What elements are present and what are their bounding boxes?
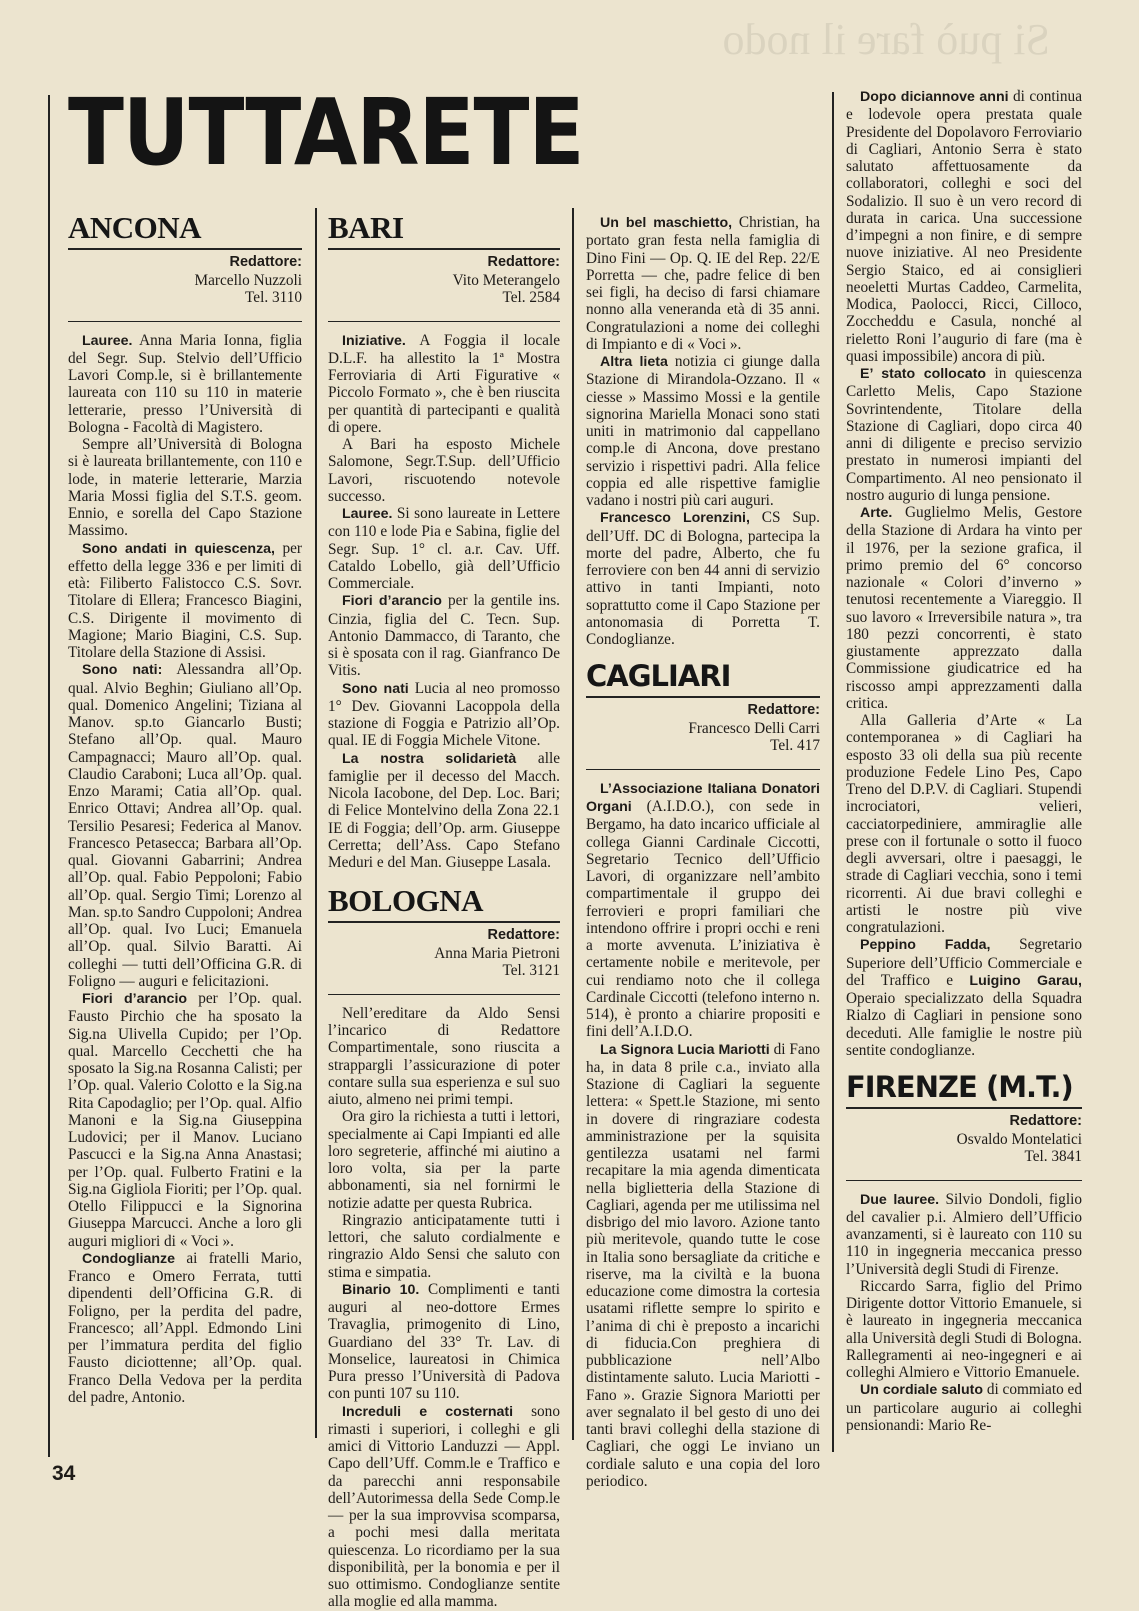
paragraph [68, 990, 302, 1250]
paragraph [846, 1381, 1082, 1434]
paragraph-text: per l’Op. qual. Fausto Pirchio che ha sposato la Sig.na Ulivella Cupido; per l’Op. qual. Marcello Cecchetti che ha sposato la Sig.na Rosanna Calisti; per l’Op. qual. Valerio Colotto e la Sig.na Rita Capodaglio; per l’Op. qual. Alfio Manoni e la Sig.na Giuseppina Ludovici; per il Manov. Luciano Pascucci e la Sig.na Anna Anastasi; per l’Op. qual. Fulberto Fratini e la Sig.na Gigliola Fioriti; per l’Op. qual. Otello Filippucci e la Signorina Giuseppa Marcucci. Anche a loro gli auguri migliori di « Voci ». [68, 990, 302, 1250]
paragraph-text: di continua e lodevole opera prestata quale Presidente del Dopolavoro Ferroviario di Cagliari, Antonio Serra è stato salutato affettuosamente da collaboratori, colleghi e soci del Sodalizio. Il suo è un vero record di durata in carica. Una successione d’impegni a non finire, e di sempre nuove iniziative. Al neo Presidente Sergio Staico, ed ai consiglieri neoeletti Murtas Caddeo, Carmelita, Modica, Paolocci, Ricci, Cilloco, Zoccheddu e Casula, nonché al rieletto Roni l’augurio di fare (ma è quasi impossibile) ancora di più. [846, 88, 1082, 365]
paragraph-text: notizia ci giunge dalla Stazione di Mirandola-Ozzano. Il « ciesse » Massimo Mossi e la gentile signorina Mariella Monaci sono stati uniti in matrimonio dal cappellano comp.le di Ancona, dove prestano servizio i rispettivi padri. Alla felice coppia ed alle rispettive famiglie vadano i nostri più cari auguri. [586, 353, 820, 509]
paragraph-lead: Altra lieta [600, 354, 668, 370]
paragraph-text: Complimenti e tanti auguri al neo-dottore Ermes Travaglia, primogenito di Lino, Guardiano del 33° Tr. Lav. di Monselice, laureatosi in Chimica Pura presso l’Università di Padova con punti 107 su 110. [328, 1280, 560, 1403]
paragraph-lead: Francesco Lorenzini, [600, 510, 750, 527]
section-rule [68, 248, 302, 250]
paragraph-lead: Fiori d’arancio [82, 991, 188, 1007]
paragraph [586, 1041, 820, 1491]
section-title-firenze: FIRENZE (M.T.) [846, 1070, 1073, 1104]
paragraph-text: Si sono laureate in Lettere con 110 e lode Pia e Sabina, figlie del Segr. Sup. 1° cl. a.r. Cav. Uff. Cataldo Lobello, già dell’Ufficio Commerciale. [328, 505, 560, 592]
paragraph-lead: Sono nati: [82, 662, 163, 679]
section-rule [328, 921, 560, 923]
masthead-title: TUTTARETE [68, 80, 584, 187]
paragraph-lead: Condoglianze [82, 1250, 176, 1267]
editor-label: Redattore: [747, 702, 820, 719]
page-number: 34 [52, 1462, 76, 1485]
paragraph [328, 680, 560, 750]
paragraph-lead: Arte. [860, 505, 893, 521]
editor-tel: Tel. 2584 [502, 289, 560, 306]
paragraph [586, 780, 820, 1041]
paragraph-lead: L’Associazione Italiana Donatori Organi [586, 780, 820, 815]
paragraph-lead: Increduli e costernati [342, 1403, 514, 1420]
section-title-ancona: ANCONA [68, 210, 202, 245]
paragraph: Alla Galleria d’Arte « La contemporanea » di Cagliari ha esposto 33 oli della sua più recente produzione Fedele Lino Pes, Capo Treno del D.P.V. di Cagliari. Stupendi incrociatori, velieri, cacciatorpediniere, ammiraglie alle prese con il fortunale o sotto il fuoco degli avversari, oltre i paesaggi, le strade di Cagliari vecchia, sono i temi ricorrenti. Ai due bravi colleghi e artisti le nostre più vive congratulazioni. [846, 712, 1082, 936]
paragraph-text: per effetto della legge 336 e per limiti di età: Filiberto Falistocco C.S. Sovr. Titolare di Ellera; Francesco Biagini, C.S. Dirigente il movimento di Magione; Mario Biagini, C.S. Sup. Titolare della Stazione di Assisi. [68, 539, 303, 661]
paragraph-text: (A.I.D.O.), con sede in Bergamo, ha dato incarico ufficiale al collega Gianni Cardinale Ciccotti, Segretario Tecnico dell’Ufficio Lavori, di organizzare nell’ambito compartimentale il gruppo dei ferrovieri e propri familiari che intendono offrire i propri occhi e reni a morte avvenuta. L’iniziativa è certamente nobile e meritevole, per cui rendiamo noto che il collega Cardinale Ciccotti (telefono interno n. 514), è pronto a chiarire propositi e fini dell’A.I.D.O. [586, 798, 820, 1041]
paragraph-text: A Foggia il locale D.L.F. ha allestito la 1ª Mostra Ferroviaria di Arti Figurative « Piccolo Formato », che è ben riuscita per quantità di partecipanti e qualità di opere. [328, 331, 560, 436]
paragraph-text: in quiescenza Carletto Melis, Capo Stazione Sovrintendente, Titolare della Stazione di Cagliari, dopo circa 40 anni di diligente e preciso servizio prestato in numerosi impianti del Compartimento. Al neo pensionato il nostro augurio di lunga pensione. [846, 365, 1082, 504]
paragraph-text: Lucia al neo promosso 1° Dev. Giovanni Lacoppola della stazione di Foggia e Patrizio all’Op. qual. IE di Foggia Michele Vitone. [328, 679, 560, 750]
editor-tel: Tel. 417 [770, 737, 820, 755]
paragraph: Ora giro la richiesta a tutti i lettori, specialmente ai Capi Impianti ed alle loro segreterie, affinché mi aiutino a loro volta, sia per la parte abbonamenti, sia nel fornirmi le notizie adatte per questa Rubrica. [328, 1108, 560, 1212]
paragraph-lead: E’ stato collocato [860, 366, 987, 382]
separator-rule [328, 994, 560, 995]
paragraph-text: Guglielmo Melis, Gestore della Stazione di Ardara ha vinto per il 1976, per la sezione grafica, il primo premio del 6° concorso nazionale « Colori d’inverno » tenutosi recentemente a Viareggio. Il suo lavoro « Irreversibile natura », tra 180 pezzi concorrenti, è stato giustamente apprezzato dalla Commissione giudicatrice ed ha riscosso ampi apprezzamenti dalla critica. [846, 504, 1082, 712]
column-rule-left [48, 95, 50, 1457]
paragraph-lead: Un bel maschietto, [600, 215, 733, 231]
paragraph-text: di commiato ed un particolare augurio ai colleghi pensionandi: Mario Re- [846, 1381, 1083, 1434]
section-rule [586, 696, 820, 698]
editor-block [68, 253, 302, 307]
paragraph-text: sono rimasti i superiori, i colleghi e gli amici di Vittorio Landuzzi — Appl. Capo dell’Uff. Comm.le e Traffico e da parecchi anni responsabile dell’Autorimessa della Sede Comp.le — per la sua improvvisa scomparsa, a pochi mesi dalla meritata quiescenza. Lo ricordiamo per la sua disponibilità, per la bonomia e per il suo ottimismo. Condoglianze sentite alla moglie ed alla mamma. [328, 1402, 560, 1611]
column-rule-1 [315, 208, 317, 1438]
paragraph [846, 365, 1082, 504]
paragraph-text: Segretario Superiore dell’Ufficio Commerciale e del Traffico e [846, 936, 1082, 989]
paragraph-text: alle famiglie per il decesso del Macch. Nicola Iacobone, del Dep. Loc. Bari; di Felice Montelvino della Zona 22.1 IE di Foggia; dell’Op. arm. Giuseppe Cerretta; dell’Ass. Capo Stefano Meduri e del Man. Giuseppe Lasala. [328, 749, 561, 871]
paragraph-lead: Sono andati in quiescenza, [82, 540, 276, 557]
paragraph-lead: Due lauree. [860, 1191, 940, 1208]
section-rule [846, 1107, 1082, 1109]
paragraph-lead: La nostra solidarietà [342, 750, 517, 767]
paragraph-text: per la gentile ins. Cinzia, figlia del C. Tecn. Sup. Antonio Dammacco, di Taranto, che si è sposata con il rag. Gianfranco De Vitis. [328, 592, 560, 680]
editor-name: Vito Meterangelo [452, 271, 560, 289]
paragraph-text: Silvio Dondoli, figlio del cavalier p.i. Almiero dell’Ufficio avanzamenti, si è laureato con 110 su 110 in ingegneria meccanica presso l’Università degli Studi di Firenze. [846, 1190, 1082, 1278]
paragraph [846, 936, 1082, 1059]
separator-rule [846, 1180, 1082, 1181]
paragraph [68, 540, 302, 662]
paragraph [846, 504, 1082, 712]
paragraph-lead: Lauree. [342, 506, 393, 522]
paragraph-text: di Fano ha, in data 8 prile c.a., inviato alla Stazione di Cagliari la seguente lettera: « Spett.le Stazione, mi sento in dovere di ringraziare codesta amministrazione per la squisita gentilezza usatami nel farmi recapitare la mia agenda dimenticata nella biglietteria della Stazione di Cagliari, agenda per me utilissima nel disbrigo del mio lavoro. Azione tanto più meritevole, quando tutte le cose in Italia sono bersagliate da critiche e riserve, ma la civiltà e la buona educazione come dimostra la cortesia usatami riflette sempre lo spirito e l’anima di chi è preposto a incarichi di fiducia.Con preghiera di pubblicazione nell’Albo distintamente saluto. Lucia Mariotti - Fano ». Grazie Signora Mariotti per aver segnalato il bel gesto di uno dei tanti bravi colleghi della stazione di Cagliari, che oggi Le inviano un cordiale saluto e una copia del loro periodico. [586, 1040, 821, 1490]
column-bologna-cagliari [586, 214, 820, 1490]
section-title-cagliari: CAGLIARI [586, 659, 731, 694]
paragraph [328, 750, 560, 872]
paragraph: Nell’ereditare da Aldo Sensi l’incarico di Redattore Compartimentale, sono riuscita a strappargli l’assicurazione di poter contare sulla sua esperienza e sul suo aiuto, almeno nei primi tempi. [328, 1004, 560, 1108]
paragraph-lead: La Signora Lucia Mariotti [600, 1041, 770, 1058]
separator-rule [328, 321, 560, 322]
paragraph [68, 661, 302, 990]
editor-label: Redattore: [487, 927, 560, 944]
paragraph-lead: Peppino Fadda, [860, 937, 991, 954]
editor-block [846, 1112, 1082, 1166]
column-bari-bologna [328, 212, 560, 1611]
paragraph-text: Operaio specializzato della Squadra Rialzo di Cagliari in pensione sono deceduti. Alle famiglie le nostre più sentite condoglianze. [846, 990, 1082, 1059]
section-title-bologna: BOLOGNA [328, 883, 483, 919]
editor-label: Redattore: [1009, 1113, 1082, 1129]
editor-name: Anna Maria Pietroni [434, 944, 560, 962]
paragraph-lead: Sono nati [342, 680, 409, 697]
ghost-bleed-through: Si può fare il nodo [722, 15, 1050, 64]
column-cagliari-firenze [846, 88, 1082, 1434]
editor-tel: Tel. 3841 [1024, 1148, 1082, 1165]
paragraph [586, 509, 820, 648]
paragraph-lead: Luigino Garau, [969, 972, 1082, 989]
paragraph [328, 332, 560, 437]
editor-block [586, 701, 820, 755]
separator-rule [68, 321, 302, 322]
paragraph-lead: Binario 10. [342, 1281, 420, 1298]
editor-block [328, 253, 560, 307]
paragraph: Riccardo Sarra, figlio del Primo Dirigente dottor Vittorio Emanuele, si è laureato in ingegneria meccanica alla Università degli Studi di Bologna. Rallegramenti ai neo-ingegneri e ai colleghi Almiero e Vittorio Emanuele. [846, 1277, 1082, 1381]
paragraph-text: ai fratelli Mario, Franco e Omero Ferrata, tutti dipendenti dell’Officina G.R. di Foligno, per la perdita del padre, Francesco; all’Appl. Edmondo Lini per l’immatura perdita del figlio Fausto diciottenne; all’Op. qual. Franco Della Vedova per la perdita del padre, Antonio. [68, 1249, 302, 1406]
paragraph [586, 214, 820, 353]
column-rule-3 [832, 92, 834, 1452]
paragraph [68, 332, 302, 437]
paragraph [846, 1191, 1082, 1278]
paragraph-text: Alessandra all’Op. qual. Alvio Beghin; Giuliano all’Op. qual. Domenico Angelini; Tiziana al Manov. sp.to Giancarlo Busti; Stefano all’Op. qual. Mauro Campagnacci; Mauro all’Op. qual. Claudio Caraboni; Luca all’Op. qual. Enzo Marami; Catia all’Op. qual. Enrico Ottavi; Andrea all’Op. qual. Tersilio Pesaresi; Federica al Manov. Francesco Petasecca; Barbara all’Op. qual. Giovanni Gabarrini; Andrea all’Op. qual. Fabio Peppoloni; Fabio all’Op. qual. Sergio Timi; Lorenzo al Man. sp.to Sandro Cuppoloni; Andrea all’Op. qual. Ivo Luci; Emanuela all’Op. qual. Silvio Baratti. Ai colleghi — tutti dell’Officina G.R. di Foligno — auguri e felicitazioni. [68, 661, 302, 990]
editor-block [328, 926, 560, 980]
paragraph-lead: Un cordiale saluto [860, 1382, 983, 1399]
paragraph [328, 592, 560, 679]
paragraph-lead: Iniziative. [342, 332, 406, 349]
paragraph-lead: Dopo diciannove anni [860, 89, 1009, 105]
paragraph [328, 505, 560, 592]
paragraph-lead: Fiori d’arancio [342, 593, 442, 610]
section-rule [328, 248, 560, 250]
paragraph [328, 1403, 560, 1611]
paragraph: Sempre all’Università di Bologna si è laureata brillantemente, con 110 e lode, in materie letterarie, Marzia Maria Mossi figlia del S.T.S. geom. Ennio, e sorella del Capo Stazione Massimo. [68, 436, 302, 540]
editor-name: Marcello Nuzzoli [194, 271, 302, 289]
editor-name: Francesco Delli Carri [688, 719, 820, 737]
editor-name: Osvaldo Montelatici [956, 1130, 1082, 1148]
paragraph: Ringrazio anticipatamente tutti i lettori, che saluto cordialmente e ringrazio Aldo Sensi che saluto con stima e simpatia. [328, 1211, 560, 1281]
editor-tel: Tel. 3110 [245, 289, 302, 306]
paragraph [586, 353, 820, 509]
paragraph [328, 1281, 560, 1403]
editor-label: Redattore: [487, 254, 560, 270]
editor-label: Redattore: [229, 254, 302, 270]
paragraph-text: Anna Maria Ionna, figlia del Segr. Sup. Stelvio dell’Ufficio Lavori Comp.le, si è brillantemente laureata con 110 su 110 in materie letterarie, presso l’Università di Bologna - Facoltà di Magistero. [68, 331, 302, 436]
editor-tel: Tel. 3121 [502, 962, 560, 980]
paragraph [68, 1250, 302, 1406]
section-title-bari: BARI [328, 210, 404, 245]
paragraph-lead: Lauree. [82, 332, 133, 349]
paragraph-text: CS Sup. dell’Uff. DC di Bologna, partecipa la morte del padre, Alberto, che fu ferroviere con ben 44 anni di servizio attivo in tanti Impianti, noto soprattutto come il Capo Stazione per antonomasia di Porretta T. Condoglianze. [586, 509, 820, 648]
separator-rule [586, 769, 820, 770]
paragraph: A Bari ha esposto Michele Salomone, Segr.T.Sup. dell’Ufficio Lavori, riscuotendo notevole successo. [328, 436, 560, 505]
column-rule-2 [572, 208, 574, 1440]
paragraph [846, 88, 1082, 365]
column-ancona [68, 212, 302, 1406]
paragraph-text: Christian, ha portato gran festa nella famiglia di Dino Fini — Op. Q. IE del Rep. 22/E Porretta — che, padre felice di ben sei figli, ha deciso di farsi chiamare nonno alla veneranda età di 35 anni. Congratulazioni a nome dei colleghi di Impianto e di « Voci ». [586, 214, 821, 353]
